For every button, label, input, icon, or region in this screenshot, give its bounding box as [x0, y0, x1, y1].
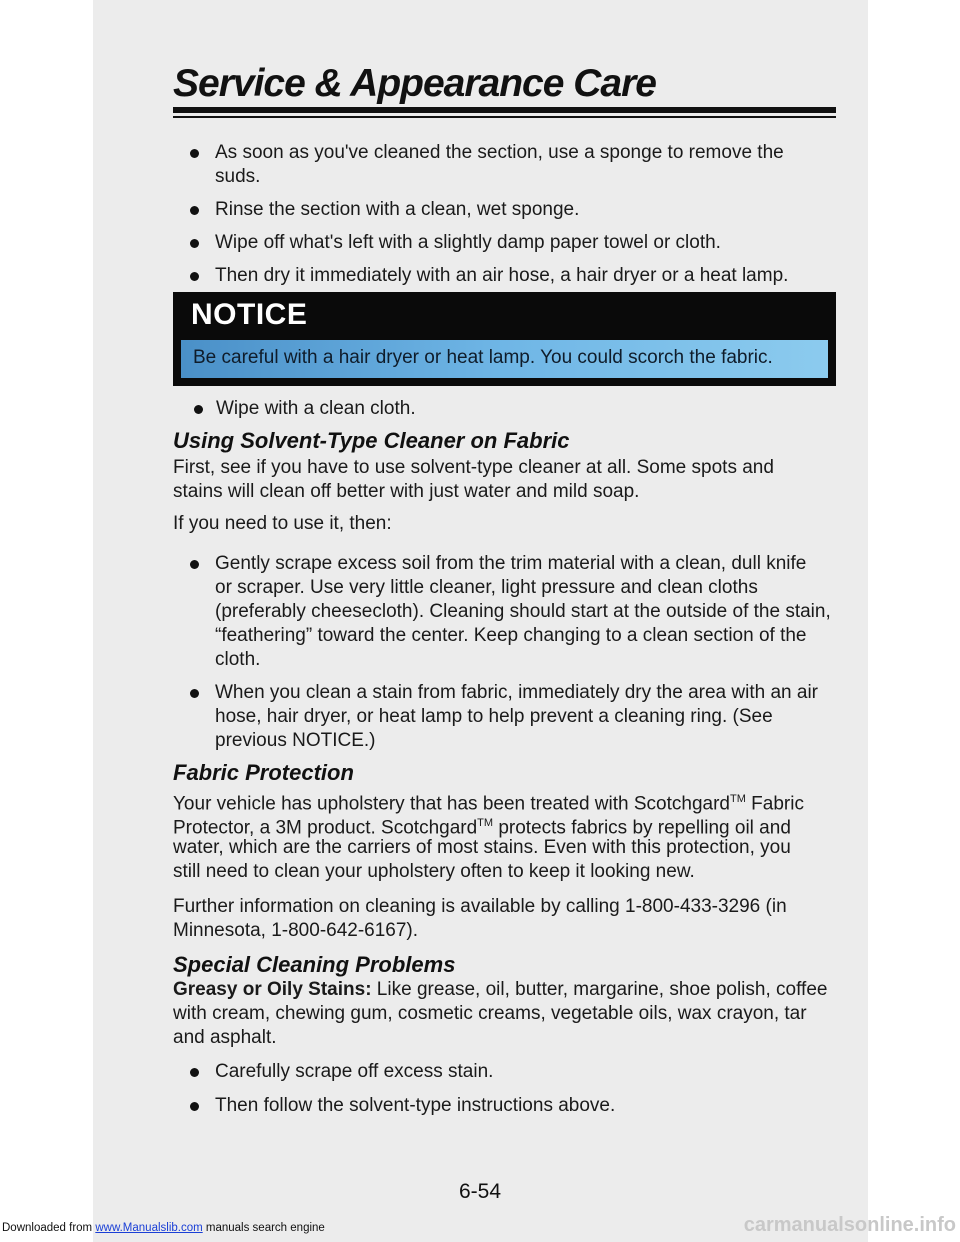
bullet-text-line1: Gently scrape excess soil from the trim material with a clean, dull knife — [215, 553, 807, 574]
bullet-text: Carefully scrape off excess stain. — [215, 1061, 494, 1082]
bullet-text: Wipe with a clean cloth. — [216, 398, 416, 419]
text-run: protects fabrics by repelling oil and — [493, 817, 791, 839]
notice-title: NOTICE — [191, 298, 308, 331]
bullet-text-line1: When you clean a stain from fabric, immediately dry the area with an air — [215, 682, 818, 703]
paragraph-greasy-line1 — [173, 978, 827, 1002]
footer-suffix: manuals search engine — [202, 1222, 325, 1234]
bullet-text-line3: previous NOTICE.) — [215, 730, 376, 751]
paragraph-solvent-line1: First, see if you have to use solvent-type cleaner at all. Some spots and — [173, 457, 774, 478]
paragraph-greasy-line3: and asphalt. — [173, 1027, 277, 1048]
footer-link[interactable]: www.Manualslib.com — [95, 1222, 203, 1234]
notice-box — [173, 292, 836, 386]
bullet-dot — [190, 206, 199, 215]
paragraph-fabric-line3: water, which are the carriers of most stains. Even with this protection, you — [173, 837, 791, 858]
page-number: 6-54 — [458, 1180, 502, 1203]
text-run: Like grease, oil, butter, margarine, shoe polish, coffee — [371, 979, 828, 1000]
paragraph-info-line2: Minnesota, 1-800-642-6167). — [173, 920, 419, 941]
paragraph-solvent-line2: stains will clean off better with just water and mild soap. — [173, 481, 640, 502]
bullet-text: Rinse the section with a clean, wet sponge. — [215, 199, 580, 220]
bullet-text-line2: suds. — [215, 166, 261, 187]
footer-watermark: carmanualsonline.info — [743, 1214, 956, 1236]
bullet-dot — [194, 405, 203, 414]
heading-solvent: Using Solvent-Type Cleaner on Fabric — [173, 428, 570, 453]
section-title: Service & Appearance Care — [173, 62, 656, 105]
text-run: Fabric — [745, 793, 804, 815]
paragraph-greasy-line2: with cream, chewing gum, cosmetic creams, vegetable oils, wax crayon, tar — [173, 1003, 807, 1024]
bullet-text-line4: “feathering” toward the center. Keep changing to a clean section of the — [215, 625, 807, 646]
notice-text: Be careful with a hair dryer or heat lamp. You could scorch the fabric. — [193, 347, 773, 368]
bullet-text: Then dry it immediately with an air hose, a hair dryer or a heat lamp. — [215, 265, 789, 286]
bullet-dot — [190, 1102, 199, 1111]
heading-special-cleaning: Special Cleaning Problems — [173, 952, 456, 977]
bullet-dot — [190, 689, 199, 698]
footer-prefix: Downloaded from — [2, 1222, 96, 1234]
paragraph-fabric-line4: still need to clean your upholstery often to keep it looking new. — [173, 861, 695, 882]
header-rule-thin — [173, 116, 836, 118]
bullet-text: Then follow the solvent-type instructions above. — [215, 1095, 616, 1116]
bullet-dot — [190, 149, 199, 158]
bullet-dot — [190, 560, 199, 569]
bullet-text-line3: (preferably cheesecloth). Cleaning should start at the outside of the stain, — [215, 601, 831, 622]
bullet-text-line5: cloth. — [215, 649, 261, 670]
bullet-text: Wipe off what's left with a slightly damp paper towel or cloth. — [215, 232, 721, 253]
text-run: Your vehicle has upholstery that has been treated with Scotchgard — [173, 793, 730, 815]
trademark-mark: TM — [729, 793, 746, 805]
bullet-text-line1: As soon as you've cleaned the section, use a sponge to remove the — [215, 142, 784, 163]
greasy-label: Greasy or Oily Stains: — [173, 979, 372, 1000]
bullet-text-line2: or scraper. Use very little cleaner, light pressure and clean cloths — [215, 577, 758, 598]
paragraph-info-line1: Further information on cleaning is available by calling 1-800-433-3296 (in — [173, 896, 787, 917]
footer-download-note — [2, 1222, 325, 1234]
paragraph-intro: If you need to use it, then: — [173, 513, 392, 534]
bullet-dot — [190, 239, 199, 248]
notice-band — [181, 340, 828, 378]
bullet-text-line2: hose, hair dryer, or heat lamp to help prevent a cleaning ring. (See — [215, 706, 773, 727]
trademark-mark: TM — [477, 817, 494, 829]
bullet-dot — [190, 1068, 199, 1077]
header-rule-thick — [173, 107, 836, 113]
text-run: Protector, a 3M product. Scotchgard — [173, 817, 478, 839]
bullet-dot — [190, 272, 199, 281]
heading-fabric-protection: Fabric Protection — [173, 760, 354, 785]
